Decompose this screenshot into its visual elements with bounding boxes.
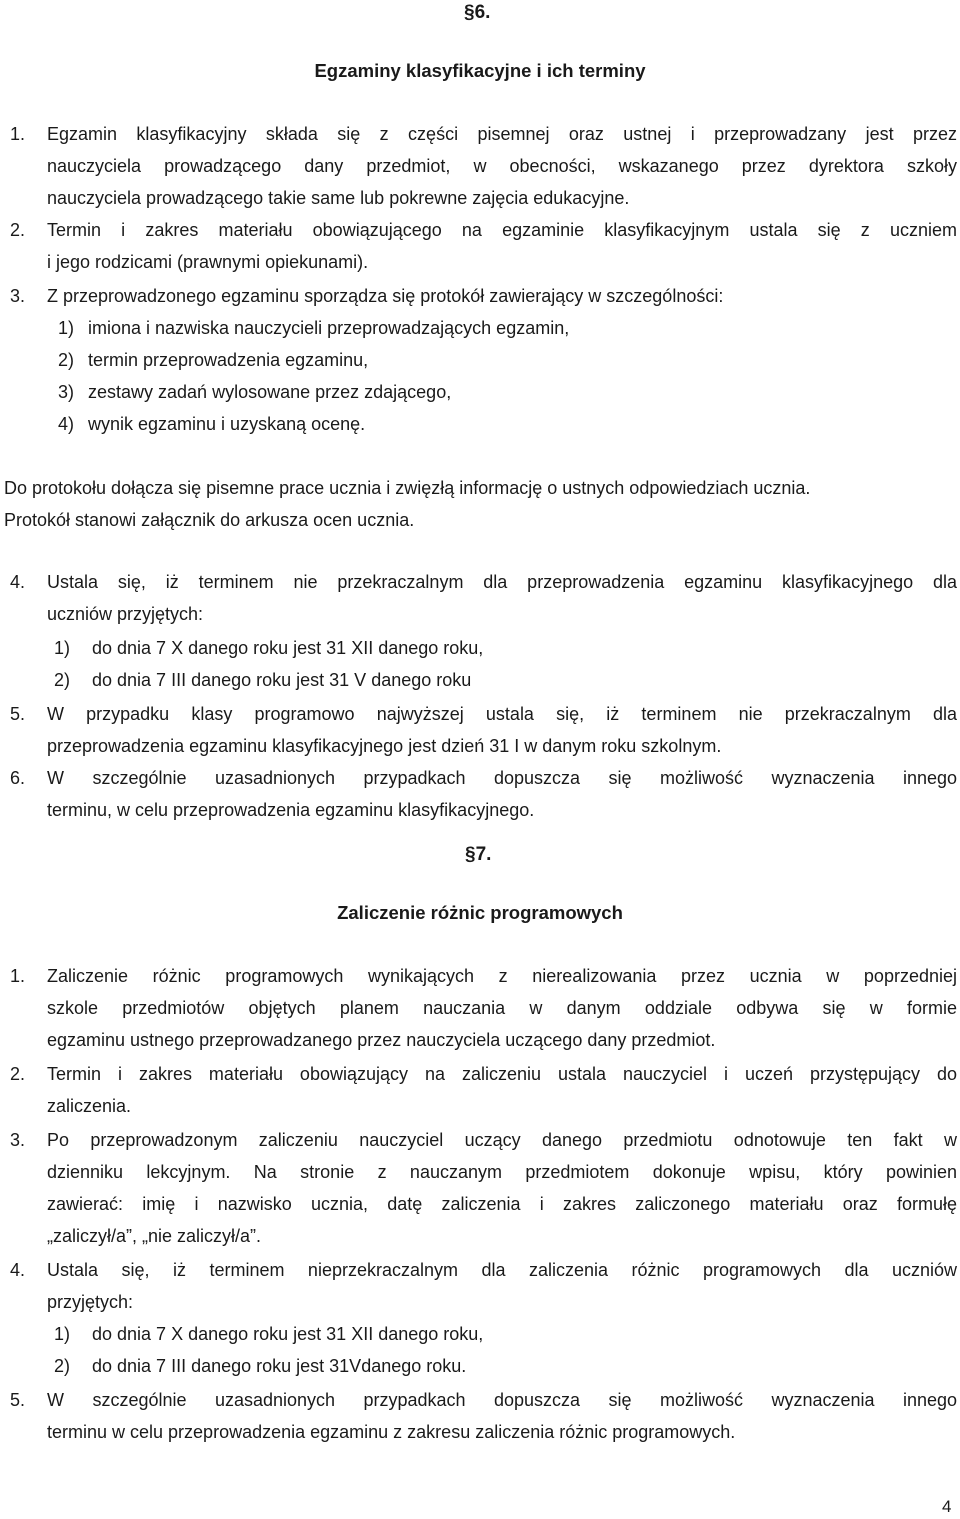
item-number: 2. [10,1064,26,1084]
subitem-number: 2) [58,350,75,370]
subitem-number: 1) [58,318,75,338]
paragraph-line: Termin i zakres materiału obowiązujący na zaliczeniu ustala nauczyciel i uczeń przystępujący do [47,1064,957,1084]
paragraph-line: Ustala się, iż terminem nie przekraczalnym dla przeprowadzenia egzaminu klasyfikacyjnego dla [47,572,957,592]
paragraph-line: Zaliczenie różnic programowych wynikających z nierealizowania przez ucznia w poprzedniej [47,966,957,986]
paragraph-line: Protokół stanowi załącznik do arkusza ocen ucznia. [4,510,415,530]
subitem-text: do dnia 7 III danego roku jest 31Vdanego roku. [92,1356,467,1376]
subitem-text: do dnia 7 X danego roku jest 31 XII danego roku, [92,1324,484,1344]
paragraph-line: Egzamin klasyfikacyjny składa się z części pisemnej oraz ustnej i przeprowadzany jest przez [47,124,957,144]
paragraph-line: Do protokołu dołącza się pisemne prace ucznia i zwięzłą informację o ustnych odpowiedziach ucznia. [4,478,811,498]
item-number: 6. [10,768,26,788]
item-number: 5. [10,1390,26,1410]
subitem-number: 1) [54,1324,71,1344]
paragraph-line: zaliczenia. [47,1096,132,1116]
subitem-number: 3) [58,382,75,402]
paragraph-line: Z przeprowadzonego egzaminu sporządza się protokół zawierający w szczególności: [47,286,724,306]
section-6-number: §6. [464,2,491,23]
subitem-text: do dnia 7 III danego roku jest 31 V danego roku [92,670,472,690]
paragraph-line: terminu, w celu przeprowadzenia egzaminu klasyfikacyjnego. [47,800,535,820]
subitem-number: 2) [54,670,71,690]
subitem-text: wynik egzaminu i uzyskaną ocenę. [88,414,366,434]
paragraph-line: Termin i zakres materiału obowiązującego na egzaminie klasyfikacyjnym ustala się z uczniem [47,220,957,240]
paragraph-line: terminu w celu przeprowadzenia egzaminu z zakresu zaliczenia różnic programowych. [47,1422,736,1442]
paragraph-line: Po przeprowadzonym zaliczeniu nauczyciel uczący danego przedmiotu odnotowuje ten fakt w [47,1130,957,1150]
item-number: 3. [10,286,26,306]
page-number: 4 [942,1497,952,1516]
paragraph-line: W przypadku klasy programowo najwyższej ustala się, iż terminem nie przekraczalnym dla [47,704,957,724]
paragraph-line: nauczyciela prowadzącego takie same lub pokrewne zajęcia edukacyjne. [47,188,630,208]
paragraph-line: zawierać: imię i nazwisko ucznia, datę zaliczenia i zakres zaliczonego materiału oraz formułę [47,1194,957,1214]
paragraph-line: uczniów przyjętych: [47,604,204,624]
section-6-title: Egzaminy klasyfikacyjne i ich terminy [314,60,646,81]
subitem-number: 1) [54,638,71,658]
subitem-text: termin przeprowadzenia egzaminu, [88,350,369,370]
item-number: 3. [10,1130,26,1150]
paragraph-line: przyjętych: [47,1292,134,1312]
item-number: 2. [10,220,26,240]
paragraph-line: egzaminu ustnego przeprowadzanego przez nauczyciela uczącego dany przedmiot. [47,1030,716,1050]
paragraph-line: dzienniku lekcyjnym. Na stronie z nauczanym przedmiotem dokonuje wpisu, który powinien [47,1162,957,1182]
subitem-text: zestawy zadań wylosowane przez zdającego, [88,382,452,402]
paragraph-line: Ustala się, iż terminem nieprzekraczalnym dla zaliczenia różnic programowych dla uczniów [47,1260,957,1280]
item-number: 1. [10,966,26,986]
subitem-text: imiona i nazwiska nauczycieli przeprowadzających egzamin, [88,318,570,338]
item-number: 4. [10,572,26,592]
item-number: 5. [10,704,26,724]
section-7-title: Zaliczenie różnic programowych [337,902,623,923]
subitem-number: 2) [54,1356,71,1376]
paragraph-line: szkole przedmiotów objętych planem nauczania w danym oddziale odbywa się w formie [47,998,957,1018]
paragraph-line: i jego rodzicami (prawnymi opiekunami). [47,252,369,272]
paragraph-line: „zaliczył/a”, „nie zaliczył/a”. [47,1226,262,1246]
paragraph-line: nauczyciela prowadzącego dany przedmiot, w obecności, wskazanego przez dyrektora szkoły [47,156,957,176]
item-number: 4. [10,1260,26,1280]
subitem-text: do dnia 7 X danego roku jest 31 XII danego roku, [92,638,484,658]
subitem-number: 4) [58,414,75,434]
paragraph-line: W szczególnie uzasadnionych przypadkach dopuszcza się możliwość wyznaczenia innego [47,1390,957,1410]
paragraph-line: W szczególnie uzasadnionych przypadkach dopuszcza się możliwość wyznaczenia innego [47,768,957,788]
paragraph-line: przeprowadzenia egzaminu klasyfikacyjnego jest dzień 31 I w danym roku szkolnym. [47,736,722,756]
section-7-number: §7. [465,844,492,865]
item-number: 1. [10,124,26,144]
